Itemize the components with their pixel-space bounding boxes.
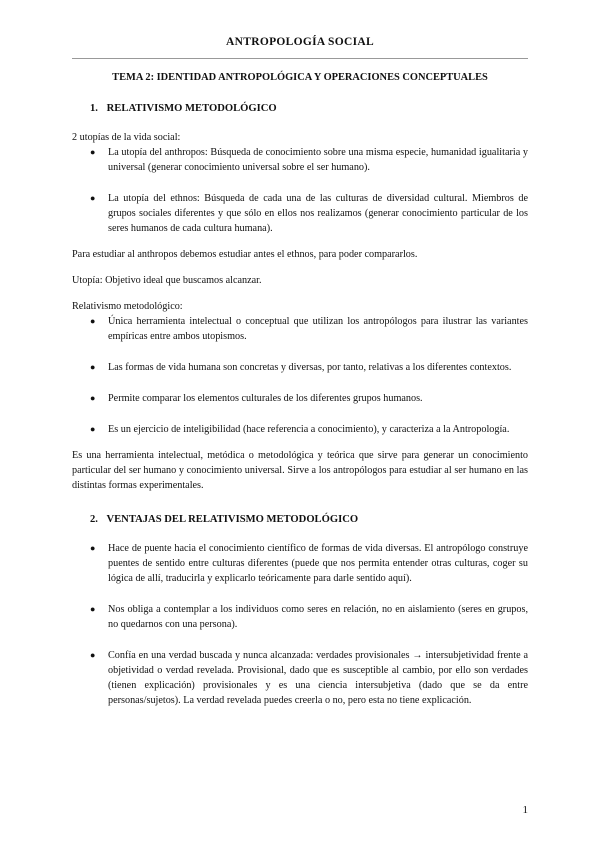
list-item <box>72 648 528 708</box>
section-1-heading <box>72 101 528 116</box>
ventajas-list <box>72 541 528 708</box>
utopias-list <box>72 145 528 236</box>
bullet-icon: ● <box>90 604 96 614</box>
section-1-title: RELATIVISMO METODOLÓGICO <box>106 103 277 114</box>
document-body <box>72 70 528 708</box>
list-item <box>72 391 528 406</box>
header-divider <box>72 58 528 59</box>
list-item <box>72 541 528 586</box>
bullet-icon: ● <box>90 362 96 372</box>
tema-title: TEMA 2: IDENTIDAD ANTROPOLÓGICA Y OPERACIONES CONCEPTUALES <box>112 72 488 83</box>
section-2-heading <box>72 512 528 527</box>
bullet-icon: ● <box>90 424 96 434</box>
relativismo-summary: Es una herramienta intelectual, metódica o metodológica y teórica que sirve para generar un conocimiento particular del ser humano y conocimiento universal. Sirve a los antropólogos para estudiar al ser humano en las distintas formas experimentales. <box>72 450 528 491</box>
bullet-icon: ● <box>90 316 96 326</box>
page-number: 1 <box>522 804 528 816</box>
bullet-icon: ● <box>90 650 96 660</box>
list-item <box>72 422 528 437</box>
list-item-text: Única herramienta intelectual o conceptual que utilizan los antropólogos para ilustrar las variantes empíricas entre ambos utopismos. <box>108 316 528 342</box>
bullet-icon: ● <box>90 193 96 203</box>
list-item-text: Confía en una verdad buscada y nunca alcanzada: verdades provisionales → intersubjetividad frente a objetividad o verdad revelada. Provisional, dado que es susceptible al cambio, por ello son verdades (tienen explicación) provisionales y es una ciencia intersubjetiva (dado que se da entre personas/sujetos). La verdad revelada puedes creerla o no, pero esta no tiene explicación. <box>108 650 528 706</box>
para-estudiar-paragraph: Para estudiar al anthropos debemos estudiar antes el ethnos, para poder compararlos. <box>72 249 418 260</box>
section-2-number: 2. <box>90 514 98 525</box>
list-item-text: La utopía del anthropos: Búsqueda de conocimiento sobre una misma especie, humanidad igualitaria y universal (generar conocimiento universal sobre el ser humano). <box>108 147 528 173</box>
list-item-text: Hace de puente hacia el conocimiento científico de formas de vida diversas. El antropólogo construye puentes de sentido entre culturas diferentes (puede que nos permita entender otras culturas, coger su lógica de allí, traducirla y explicarlo teóricamente para darle sentido aquí). <box>108 543 528 584</box>
list-item-text: Nos obliga a contemplar a los individuos como seres en relación, no en aislamiento (seres en grupos, no quedarnos con una persona). <box>108 604 528 630</box>
relativismo-intro: Relativismo metodológico: <box>72 301 183 312</box>
list-item <box>72 314 528 344</box>
list-item-text: Permite comparar los elementos culturales de los diferentes grupos humanos. <box>108 393 423 404</box>
utopia-definition: Utopía: Objetivo ideal que buscamos alcanzar. <box>72 275 262 286</box>
list-item <box>72 145 528 175</box>
page-header-title: ANTROPOLOGÍA SOCIAL <box>226 36 374 48</box>
list-item <box>72 360 528 375</box>
list-item-text: Es un ejercicio de inteligibilidad (hace referencia a conocimiento), y caracteriza a la Antropología. <box>108 424 510 435</box>
section-2-title: VENTAJAS DEL RELATIVISMO METODOLÓGICO <box>106 514 359 525</box>
relativismo-list <box>72 314 528 437</box>
bullet-icon: ● <box>90 543 96 553</box>
section-1-number: 1. <box>90 103 98 114</box>
list-item-text: Las formas de vida humana son concretas y diversas, por tanto, relativas a los diferentes contextos. <box>108 362 512 373</box>
bullet-icon: ● <box>90 393 96 403</box>
utopias-intro: 2 utopías de la vida social: <box>72 132 181 143</box>
list-item <box>72 191 528 236</box>
list-item <box>72 602 528 632</box>
bullet-icon: ● <box>90 147 96 157</box>
list-item-text: La utopía del ethnos: Búsqueda de cada una de las culturas de diversidad cultural. Miembros de grupos sociales diferentes y que sólo en ellos nos realizamos (generar conocimiento particular de los seres humanos de cada cultura humana). <box>108 193 528 234</box>
